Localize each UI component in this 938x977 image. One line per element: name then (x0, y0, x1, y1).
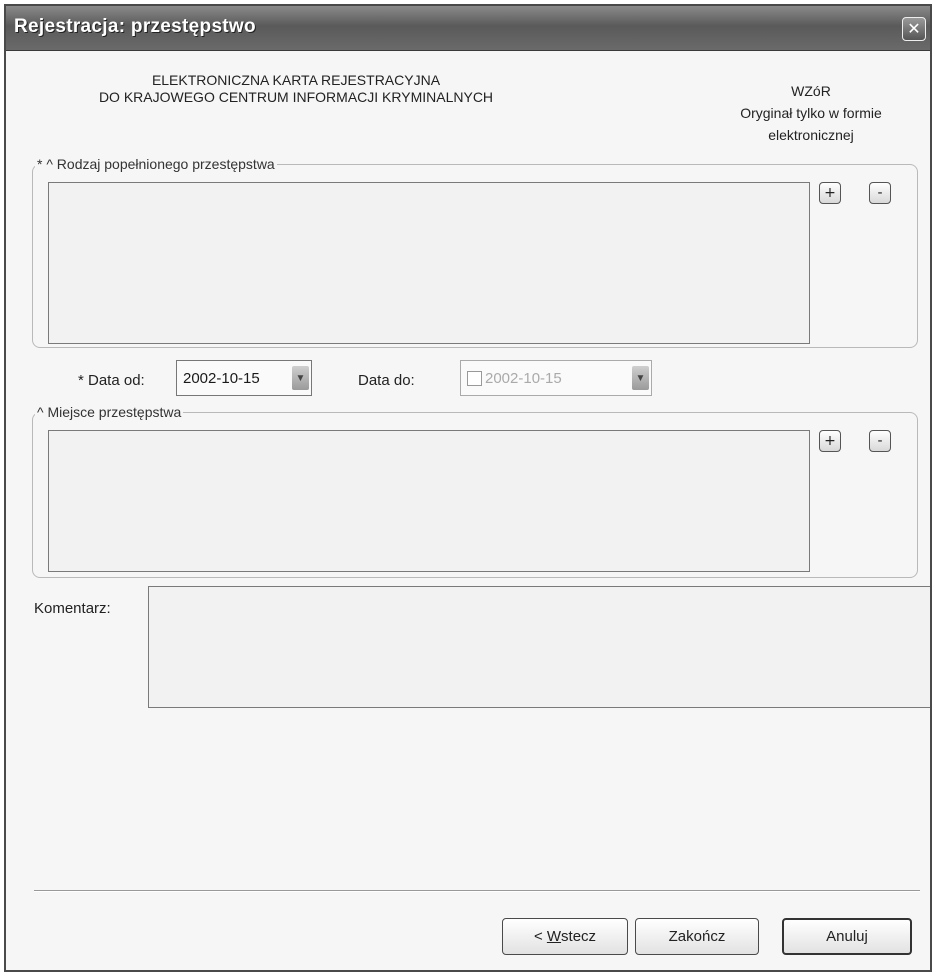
template-label: WZóR (791, 83, 831, 99)
chevron-down-icon[interactable]: ▼ (292, 366, 309, 390)
date-to-checkbox[interactable] (467, 371, 482, 386)
back-button-hotkey: W (546, 928, 562, 945)
offense-type-list[interactable] (48, 182, 810, 344)
date-from-picker[interactable] (176, 360, 312, 396)
back-button[interactable] (502, 918, 628, 955)
comment-label: Komentarz: (34, 600, 111, 617)
original-note-line2: elektronicznej (768, 127, 854, 143)
back-button-rest: stecz (561, 928, 597, 945)
date-from-value: 2002-10-15 (183, 369, 260, 387)
place-legend[interactable]: ^ Miejsce przestępstwa (37, 404, 182, 420)
add-place-button[interactable]: + (819, 430, 841, 452)
template-note (706, 80, 916, 146)
back-button-prefix: < (533, 928, 547, 945)
remove-offense-button[interactable]: - (869, 182, 891, 204)
form-heading-line1: ELEKTRONICZNA KARTA REJESTRACYJNA (151, 72, 441, 88)
footer-separator (34, 890, 920, 892)
chevron-down-icon[interactable]: ▼ (632, 366, 649, 390)
dialog-window (4, 4, 932, 972)
date-from-label: * Data od: (78, 372, 145, 389)
comment-textarea[interactable] (148, 586, 930, 708)
remove-place-button[interactable]: - (869, 430, 891, 452)
offense-type-legend[interactable]: * ^ Rodzaj popełnionego przestępstwa (37, 156, 275, 172)
form-heading (36, 72, 556, 106)
form-heading-line2: DO KRAJOWEGO CENTRUM INFORMACJI KRYMINALNYCH (98, 89, 494, 105)
close-icon[interactable]: ✕ (902, 17, 926, 41)
date-to-value: 2002-10-15 (485, 369, 562, 387)
original-note-line1: Oryginał tylko w formie (740, 105, 882, 121)
finish-button[interactable]: Zakończ (635, 918, 759, 955)
cancel-button[interactable]: Anuluj (782, 918, 912, 955)
window-title: Rejestracja: przestępstwo (14, 16, 256, 37)
date-to-picker[interactable] (460, 360, 652, 396)
place-list[interactable] (48, 430, 810, 572)
add-offense-button[interactable]: + (819, 182, 841, 204)
date-to-label: Data do: (358, 372, 415, 389)
title-bar[interactable] (6, 6, 930, 51)
